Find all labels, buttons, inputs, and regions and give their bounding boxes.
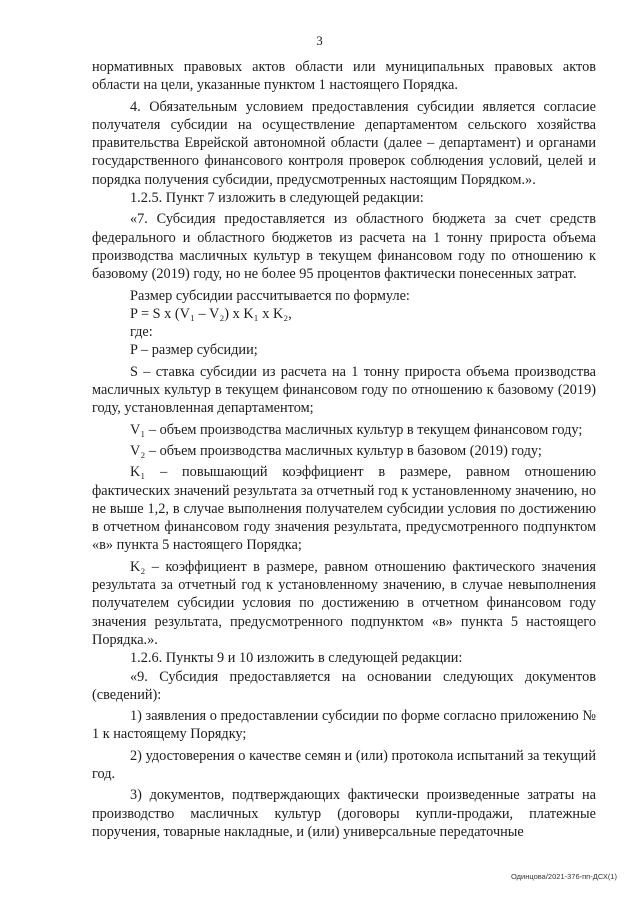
formula: P = S x (V₁ – V₂) x K₁ x K₂, xyxy=(130,305,292,322)
paragraph: где: xyxy=(130,324,153,341)
page-number: 3 xyxy=(316,33,323,48)
paragraph: 1) заявления о предоставлении субсидии по форме согласно приложению № 1 к настоящему Порядку; xyxy=(92,708,596,743)
paragraph: нормативных правовых актов области или муниципальных правовых актов области на цели, указанные пунктом 1 настоящего Порядка. xyxy=(92,59,596,94)
paragraph: 2) удостоверения о качестве семян и (или) протокола испытаний за текущий год. xyxy=(92,747,596,782)
paragraph: Размер субсидии рассчитывается по формуле: xyxy=(130,287,410,304)
paragraph: 3) документов, подтверждающих фактически произведенные затраты на производство масличных культур (договоры купли-продажи, платежные поручения, товарные накладные, и (или) универсальные передаточные xyxy=(92,787,596,840)
document-body xyxy=(92,58,596,841)
paragraph: 1.2.6. Пункты 9 и 10 изложить в следующей редакции: xyxy=(130,650,463,667)
paragraph: P – размер субсидии; xyxy=(130,342,258,359)
paragraph: 1.2.5. Пункт 7 изложить в следующей редакции: xyxy=(130,190,424,207)
paragraph: V₁ – объем производства масличных культур в текущем финансовом году; xyxy=(130,421,583,438)
paragraph: K₁ – повышающий коэффициент в размере, равном отношению фактических значений результата за отчетный год к установленному значению, но не выше 1,2, в случае выполнения получателем субсидии условия по достижению в отчетном финансовом году значения результата, предусмотренного подпунктом «в» пункта 5 настоящего Порядка; xyxy=(92,464,596,554)
paragraph: S – ставка субсидии из расчета на 1 тонну прироста объема производства масличных культур в текущем финансовом году по отношению к базовому (2019) году, установленная департаментом; xyxy=(92,363,596,417)
paragraph: V₂ – объем производства масличных культур в базовом (2019) году; xyxy=(130,442,542,459)
paragraph: «9. Субсидия предоставляется на основании следующих документов (сведений): xyxy=(92,668,596,703)
paragraph: «7. Субсидия предоставляется из областного бюджета за счет средств федерального и областного бюджетов из расчета на 1 тонну прироста объема производства масличных культур в текущем финансовом году по отношению к базовому (2019) году, но не более 95 процентов фактически понесенных затрат. xyxy=(92,211,596,283)
paragraph: K₂ – коэффициент в размере, равном отношению фактического значения результата за отчетный год к установленному значению, в случае невыполнения получателем субсидии условия по достижению в отчетном финансовом году значения результата, предусмотренного подпунктом «в» пункта 5 настоящего Порядка.». xyxy=(92,558,596,648)
document-footer-code: Одинцова/2021-376-пп-ДСХ(1) xyxy=(511,872,617,881)
paragraph: 4. Обязательным условием предоставления субсидии является согласие получателя субсидии на осуществление департаментом сельского хозяйства правительства Еврейской автономной области (далее – департамент) и органами государственного финансового контроля проверок соблюдения условий, целей и порядка получения субсидии, предусмотренных настоящим Порядком.». xyxy=(92,98,596,188)
